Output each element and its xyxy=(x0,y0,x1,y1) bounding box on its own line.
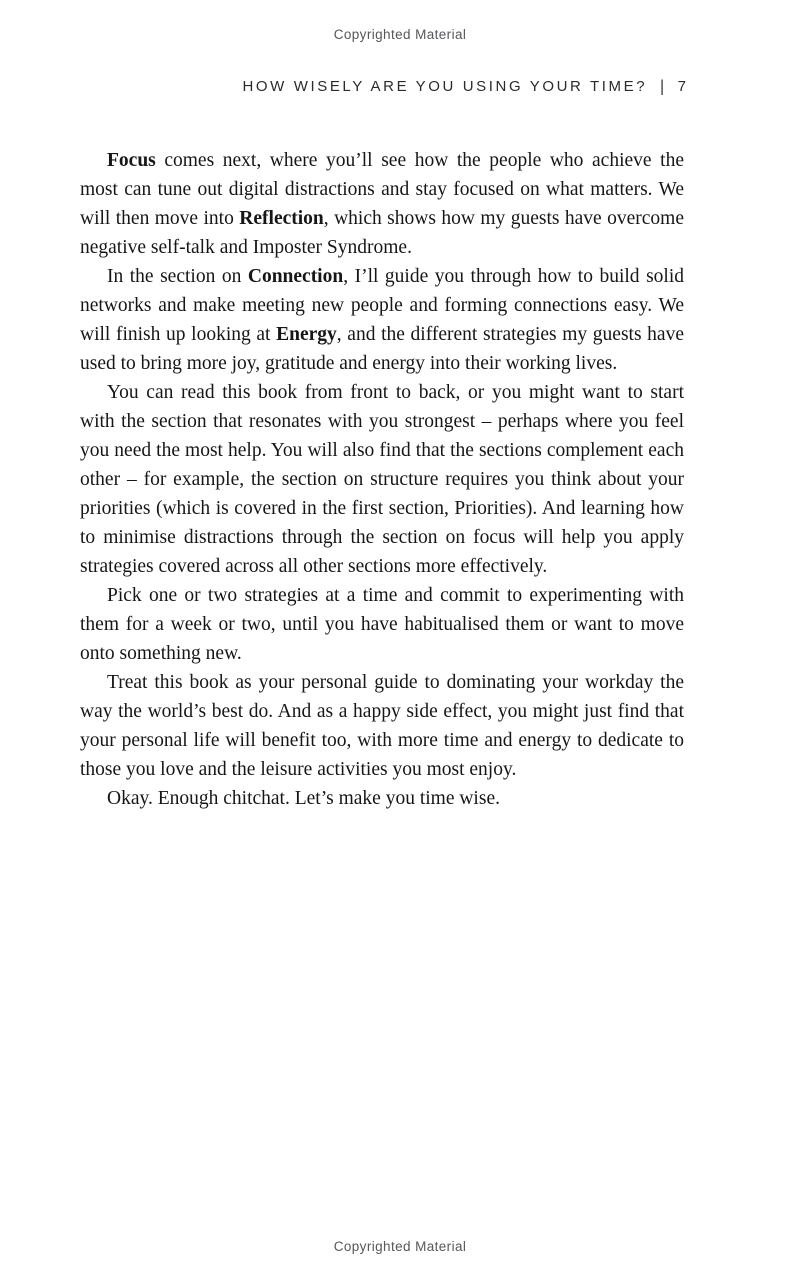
paragraph xyxy=(80,262,684,378)
paragraph xyxy=(80,581,684,668)
paragraph xyxy=(80,784,684,813)
text-run: In the section on xyxy=(107,266,248,287)
paragraph xyxy=(80,378,684,581)
page-number: 7 xyxy=(677,78,686,95)
paragraph xyxy=(80,146,684,262)
bold-term: Reflection xyxy=(239,208,324,229)
text-run: You can read this book from front to back, or you might want to start with the section that resonates with you strongest – perhaps where you feel you need the most help. You will also find that the sections complement each other – for example, the section on structure requires you think about your priorities (which is covered in the first section, Priorities). And learning how to minimise distractions through the section on focus will help you apply strategies covered across all other sections more effectively. xyxy=(80,382,684,577)
bold-term: Connection xyxy=(247,266,344,287)
copyright-notice-bottom: Copyrighted Material xyxy=(333,1239,467,1254)
copyright-notice-top: Copyrighted Material xyxy=(333,27,467,42)
chapter-title: HOW WISELY ARE YOU USING YOUR TIME? xyxy=(242,78,648,95)
text-run: Okay. Enough chitchat. Let’s make you time wise. xyxy=(107,788,500,809)
text-run: comes next, where you’ll see how the people who achieve the most can tune out digital distractions and stay focused on what matters. We will then move into xyxy=(80,150,684,229)
text-run: , which shows how my guests have overcome negative self-talk and Imposter Syndrome. xyxy=(80,208,684,258)
running-header xyxy=(80,78,686,95)
bold-term: Energy xyxy=(276,324,337,345)
text-run: Pick one or two strategies at a time and commit to experimenting with them for a week or two, until you have habitualised them or want to move onto something new. xyxy=(80,585,684,664)
paragraph xyxy=(80,668,684,784)
body-text xyxy=(80,146,684,813)
text-run: , and the different strategies my guests have used to bring more joy, gratitude and energy into their working lives. xyxy=(80,324,684,374)
header-separator: | xyxy=(660,77,667,96)
text-run: , I’ll guide you through how to build solid networks and make meeting new people and forming connections easy. We will finish up looking at xyxy=(80,266,684,345)
text-run: Treat this book as your personal guide to dominating your workday the way the world’s best do. And as a happy side effect, you might just find that your personal life will benefit too, with more time and energy to dedicate to those you love and the leisure activities you most enjoy. xyxy=(80,672,684,780)
bold-term: Focus xyxy=(107,150,156,171)
